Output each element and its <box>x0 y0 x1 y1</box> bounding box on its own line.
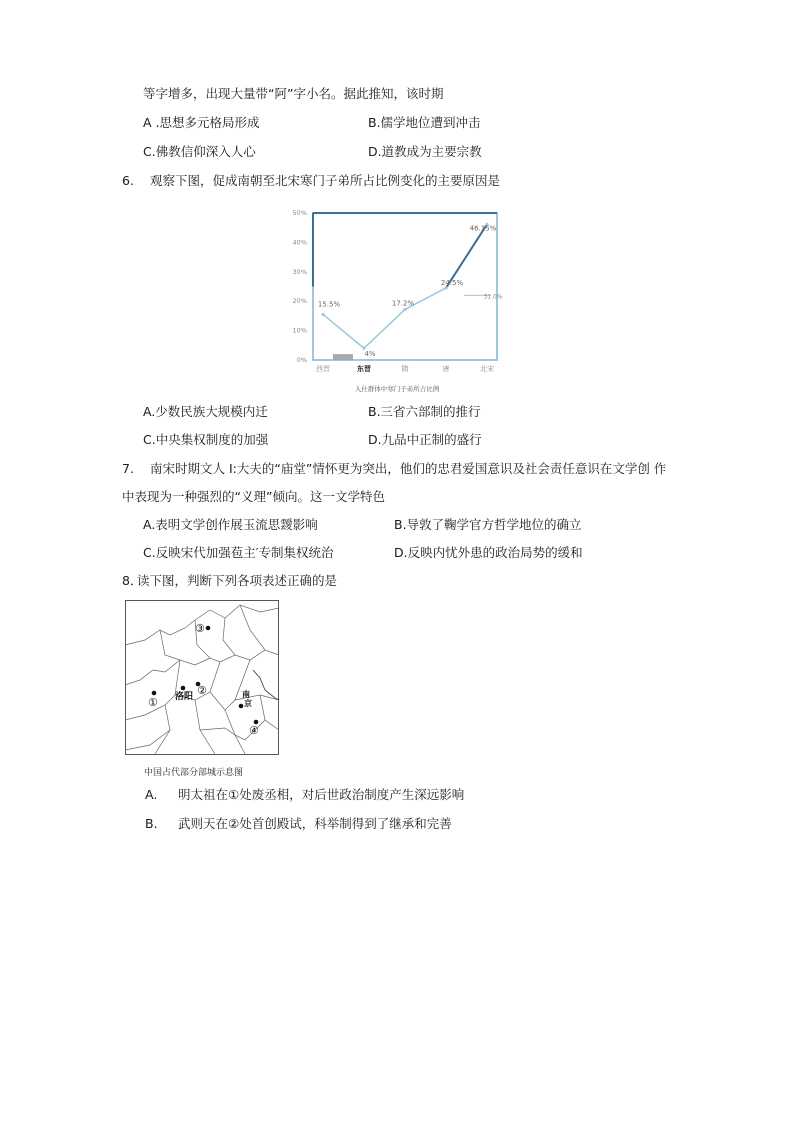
nanjing-label-bottom: 京 <box>244 699 252 708</box>
q8-option-a-letter: A. <box>145 787 158 802</box>
data-label: 24.5% <box>440 278 464 287</box>
q5-option-b: B.儒学地位遭到冲击 <box>368 115 481 130</box>
q6-option-d: D.九品中正制的盛行 <box>368 432 482 447</box>
x-tick-label: 唐 <box>442 365 450 373</box>
data-label: 46.15% <box>469 224 497 233</box>
x-axis-label: 入仕群体中寒门子弟所占比例 <box>354 385 440 393</box>
nanjing-label-top: 南 <box>242 690 250 699</box>
q8-option-a-text: 明太祖在①处废丞相，对后世政治制度产生深远影响 <box>178 787 465 802</box>
data-label: 17.2% <box>391 299 415 308</box>
proportion-line-chart <box>285 205 510 395</box>
q5-option-c: C.佛教信仰深入人心 <box>143 144 256 159</box>
map-caption: 中国占代部分部城示息图 <box>144 768 244 778</box>
y-tick-label: 10% <box>292 326 307 335</box>
site-1-dot <box>152 691 157 696</box>
annotation-label: 31.0% <box>483 293 503 301</box>
q6-option-c: C.中央集权制度的加强 <box>143 432 269 447</box>
bar-mark <box>333 354 353 360</box>
site-2-label: ② <box>197 684 207 697</box>
y-tick-labels <box>293 209 307 364</box>
q7-number: 7. <box>122 461 134 476</box>
data-label: 15.5% <box>317 300 341 309</box>
q8-number: 8． <box>122 573 143 588</box>
ancient-capitals-map <box>125 600 280 757</box>
x-tick-label: 东晋 <box>357 365 371 373</box>
luoyang-dot <box>181 686 186 691</box>
q8-option-b-text: 武则天在②处首创殿试，科举制得到了继承和完善 <box>178 816 452 831</box>
y-tick-label: 30% <box>292 267 307 276</box>
chart-frame <box>313 213 497 360</box>
line-segment <box>364 309 405 348</box>
q8-option-b-letter: B. <box>145 816 158 831</box>
x-tick-label: 西晋 <box>316 365 330 373</box>
q7-option-d: D.反映内忧外患的政治局势的缓和 <box>394 545 583 560</box>
site-3-label: ③ <box>195 622 205 635</box>
q6-option-b: B.三省六部制的推行 <box>368 404 481 419</box>
q5-option-a: A .思想多元格局形成 <box>143 115 260 130</box>
site-4-label: ④ <box>249 724 259 737</box>
q7-option-b: B.导敦了鞠学官方哲学地位的确立 <box>394 517 582 532</box>
site-3-dot <box>206 626 211 631</box>
data-label: 4% <box>364 350 376 359</box>
q8-stem: 读下图，判断下列各项表述正确的是 <box>137 573 338 588</box>
plot-area-border <box>313 213 497 360</box>
q6-number: 6. <box>122 173 134 188</box>
q7-option-c: C.反映宋代加强苞主′专制集权统治 <box>143 545 334 560</box>
x-tick-labels <box>316 364 494 373</box>
q5-stem-tail: 等字增多，出现大量带“阿”字小名。据此推知，该时期 <box>143 86 444 101</box>
y-tick-label: 40% <box>292 238 307 247</box>
q5-option-d: D.道教成为主要宗教 <box>368 144 482 159</box>
line-segment <box>323 314 364 348</box>
y-tick-label: 0% <box>296 356 307 364</box>
q7-stem-line2: 中表现为一种强烈的“义理”倾向。这一文学特色 <box>122 489 385 504</box>
q7-option-a: A.表明文学创作展玉流思靉影响 <box>143 517 318 532</box>
x-tick-label: 北宋 <box>480 365 494 373</box>
site-1-label: ① <box>148 696 158 709</box>
q7-stem-line1: 南宋时期文人 I:大夫的“庙堂”情怀更为突出，他们的忠君爱国意识及社会责任意识在文学创 作 <box>150 461 667 476</box>
q6-option-a: A.少数民族大规模内迁 <box>143 404 268 419</box>
nanjing-dot <box>239 704 244 709</box>
data-point <box>321 313 324 316</box>
y-tick-label: 20% <box>292 297 307 306</box>
data-point <box>403 308 406 311</box>
q6-stem: 观察下图，促成南朝至北宋寒门子弟所占比例变化的主要原因是 <box>150 173 501 188</box>
luoyang-label: 洛阳 <box>175 692 194 702</box>
x-tick-label: 隋 <box>401 365 409 373</box>
chart-series <box>321 223 491 360</box>
y-tick-label: 50% <box>292 209 307 217</box>
